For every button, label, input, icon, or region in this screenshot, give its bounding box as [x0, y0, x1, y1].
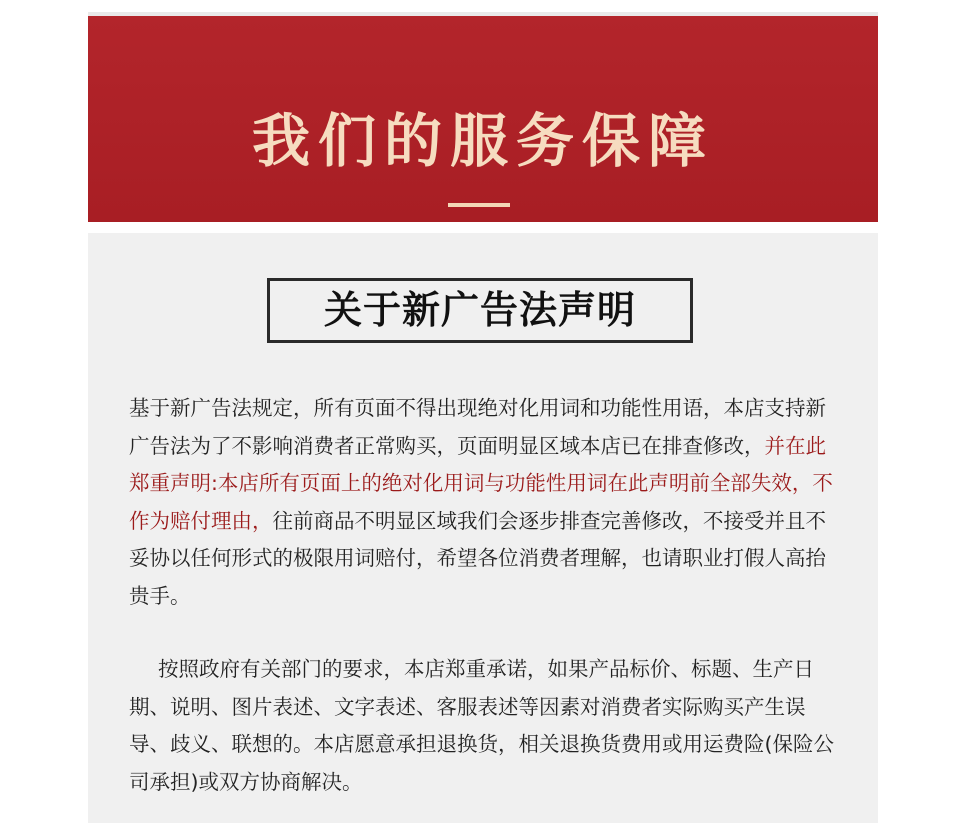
notice-paragraph-1	[129, 390, 841, 615]
paragraph-1-highlight: 并在此郑重声明:本店所有页面上的绝对化用词与功能性用词在此声明前全部失效，不作为赔付理由，	[129, 433, 833, 533]
notice-title: 关于新广告法声明	[267, 278, 693, 343]
notice-panel	[88, 233, 878, 823]
banner-underline	[448, 203, 510, 207]
service-guarantee-banner	[88, 16, 878, 222]
paragraph-1-outro: 往前商品不明显区域我们会逐步排查完善修改，不接受并且不妥协以任何形式的极限用词赔付，希望各位消费者理解，也请职业打假人高抬贵手。	[129, 508, 826, 608]
notice-paragraph-2: 按照政府有关部门的要求，本店郑重承诺，如果产品标价、标题、生产日期、说明、图片表述、文字表述、客服表述等因素对消费者实际购买产生误导、歧义、联想的。本店愿意承担退换货，相关退换货费用或用运费险(保险公司承担)或双方协商解决。	[129, 657, 834, 794]
paragraph-1-intro: 基于新广告法规定，所有页面不得出现绝对化用词和功能性用语，本店支持新广告法为了不影响消费者正常购买，页面明显区域本店已在排查修改，	[129, 396, 826, 458]
banner-title: 我们的服务保障	[251, 107, 714, 175]
